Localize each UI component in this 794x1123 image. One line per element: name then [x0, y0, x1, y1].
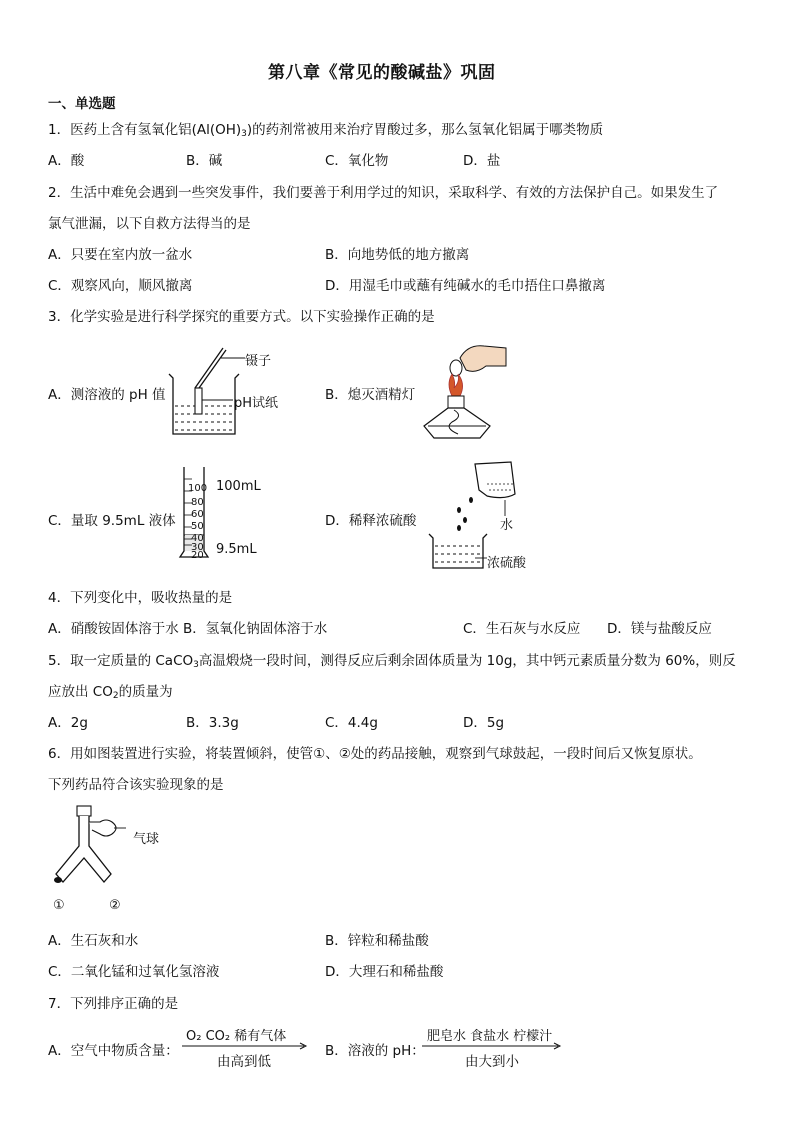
q3-option-d[interactable]: D．稀释浓硫酸: [325, 513, 417, 529]
q1-option-c[interactable]: C．氧化物: [325, 153, 389, 169]
question-1-stem: 1．医药上含有氢氧化铝$(Al(OH)_3)$的药剂常被用来治疗胃酸过多，那么氢氧化铝属于哪类物质: [48, 122, 604, 139]
q7-option-b-order: 由大到小: [465, 1054, 519, 1070]
conc-sulfuric-acid-label: 浓硫酸: [487, 556, 527, 571]
cyl-tick-50: 50: [191, 521, 204, 532]
q1-option-a[interactable]: A．酸: [48, 153, 85, 169]
q5-option-d[interactable]: D．5g: [463, 715, 505, 731]
q6-option-c[interactable]: C．二氧化锰和过氧化氢溶液: [48, 964, 220, 980]
alcohol-lamp-figure: [420, 340, 510, 442]
cyl-tick-20: 20: [191, 550, 204, 561]
q4-option-b[interactable]: B．氢氧化钠固体溶于水: [183, 621, 328, 637]
q4-option-d[interactable]: D．镁与盐酸反应: [607, 621, 712, 637]
q2-option-b[interactable]: B．向地势低的地方撤离: [325, 247, 470, 263]
tweezers-label: 镊子: [245, 354, 272, 369]
q7-option-b-arrow: [420, 1043, 566, 1049]
q5-option-b[interactable]: B．3.3g: [186, 715, 239, 731]
q3-option-a[interactable]: A．测溶液的 pH 值: [48, 387, 166, 403]
q7-option-a-order: 由高到低: [217, 1054, 271, 1070]
q7-option-b-sequence: 肥皂水 食盐水 柠檬汁: [427, 1029, 553, 1044]
q7-option-a-label[interactable]: A．空气中物质含量：: [48, 1043, 179, 1059]
question-2-stem-line2: 氯气泄漏，以下自救方法得当的是: [48, 216, 251, 232]
question-6-stem-line2: 下列药品符合该实验现象的是: [48, 777, 224, 793]
cylinder-capacity-label: 100mL: [216, 479, 261, 494]
question-5-stem-line1: 5．取一定质量的 CaCO$_3$高温煅烧一段时间，测得反应后剩余固体质量为 10g，其中钙元素质量分数为 60%，则反: [48, 653, 736, 670]
q5-option-a[interactable]: A．2g: [48, 715, 88, 731]
question-2-stem-line1: 2．生活中难免会遇到一些突发事件，我们要善于利用学过的知识，采取科学、有效的方法保护自己。如果发生了: [48, 185, 719, 201]
q6-option-d[interactable]: D．大理石和稀盐酸: [325, 964, 444, 980]
q3-option-b[interactable]: B．熄灭酒精灯: [325, 387, 416, 403]
q6-option-a[interactable]: A．生石灰和水: [48, 933, 139, 949]
cylinder-volume-label: 9.5mL: [216, 542, 257, 557]
cyl-tick-30: 30: [191, 542, 204, 553]
question-3-stem: 3．化学实验是进行科学探究的重要方式。以下实验操作正确的是: [48, 309, 435, 325]
cyl-tick-40: 40: [191, 533, 204, 544]
q3-option-c[interactable]: C．量取 9.5mL 液体: [48, 513, 176, 529]
cyl-tick-60: 60: [191, 509, 204, 520]
q7-option-b-label[interactable]: B．溶液的 pH：: [325, 1043, 425, 1059]
q2-option-d[interactable]: D．用湿毛巾或蘸有纯碱水的毛巾捂住口鼻撤离: [325, 278, 606, 294]
q4-option-a[interactable]: A．硝酸铵固体溶于水: [48, 621, 179, 637]
balloon-label: 气球: [133, 832, 160, 847]
q2-option-c[interactable]: C．观察风向，顺风撤离: [48, 278, 193, 294]
question-7-stem: 7．下列排序正确的是: [48, 996, 179, 1012]
q2-option-a[interactable]: A．只要在室内放一盆水: [48, 247, 193, 263]
q4-option-c[interactable]: C．生石灰与水反应: [463, 621, 581, 637]
q7-option-a-sequence: O₂ CO₂ 稀有气体: [186, 1029, 287, 1044]
y-tube-figure: [50, 804, 150, 899]
q1-option-b[interactable]: B．碱: [186, 153, 223, 169]
water-label: 水: [500, 518, 514, 533]
question-5-stem-line2: 应放出 $CO_2$的质量为: [48, 684, 173, 701]
question-6-stem-line1: 6．用如图装置进行实验，将装置倾斜，使管①、②处的药品接触，观察到气球鼓起，一段时间后又恢复原状。: [48, 746, 702, 762]
q5-option-c[interactable]: C．4.4g: [325, 715, 378, 731]
q1-option-d[interactable]: D．盐: [463, 153, 501, 169]
q6-option-b[interactable]: B．锌粒和稀盐酸: [325, 933, 429, 949]
section-heading: 一、单选题: [48, 96, 116, 112]
cyl-tick-80: 80: [191, 497, 204, 508]
tube-2-label: ②: [109, 898, 121, 913]
page-title: 第八章《常见的酸碱盐》巩固: [268, 63, 496, 83]
ph-paper-label: pH试纸: [234, 396, 279, 411]
question-4-stem: 4．下列变化中，吸收热量的是: [48, 590, 233, 606]
cyl-tick-100: 100: [188, 483, 208, 494]
tube-1-label: ①: [53, 898, 65, 913]
q7-option-a-arrow: [180, 1043, 310, 1049]
